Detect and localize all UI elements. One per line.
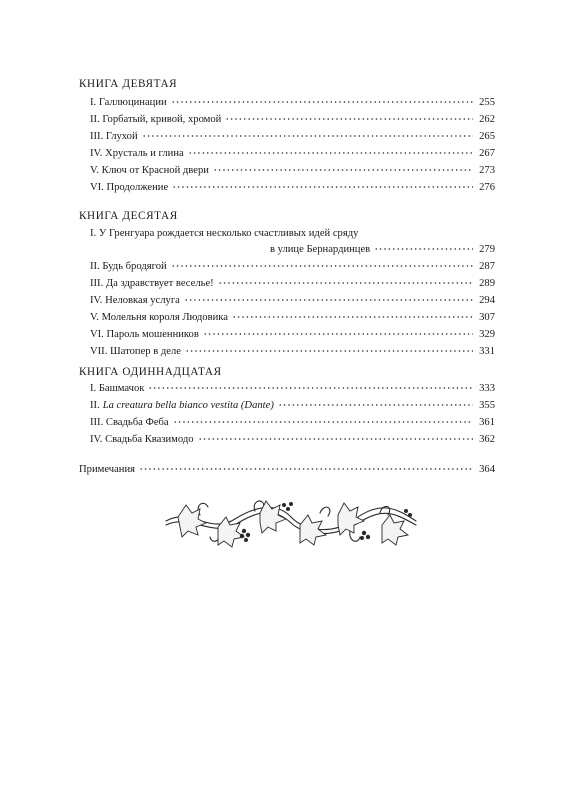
toc-entry-title: III. Свадьба Феба <box>90 417 169 428</box>
dot-leader <box>148 386 473 390</box>
toc-entry-page: 364 <box>479 464 495 475</box>
toc-entry-page: 329 <box>479 329 495 340</box>
dot-leader <box>278 403 473 407</box>
toc-entry-title-line1[interactable]: I. У Гренгуара рождается несколько счастливых идей сряду <box>90 228 359 239</box>
dot-leader <box>232 315 473 319</box>
toc-entry-page: 333 <box>479 383 495 394</box>
toc-entry-page: 355 <box>479 400 495 411</box>
toc-entry[interactable] <box>90 329 495 343</box>
toc-entry-page: 265 <box>479 131 495 142</box>
dot-leader <box>213 168 473 172</box>
toc-entry-title: III. Да здравствует веселье! <box>90 278 214 289</box>
dot-leader <box>218 281 473 285</box>
toc-entry[interactable] <box>90 182 495 196</box>
toc-entry-page: 289 <box>479 278 495 289</box>
toc-entry-title: IV. Хрусталь и глина <box>90 148 184 159</box>
toc-entry[interactable] <box>90 131 495 145</box>
toc-entry-title: V. Ключ от Красной двери <box>90 165 209 176</box>
toc-entry-page: 307 <box>479 312 495 323</box>
grapevine-ornament-icon <box>160 487 422 553</box>
dot-leader <box>171 100 473 104</box>
toc-entry[interactable] <box>90 417 495 431</box>
toc-entry[interactable] <box>270 244 495 258</box>
toc-entry-title-line2: в улице Бернардинцев <box>270 244 371 255</box>
toc-entry[interactable] <box>90 261 495 275</box>
toc-entry[interactable] <box>90 114 495 128</box>
toc-entry-numeral: II. <box>90 400 100 411</box>
toc-entry[interactable] <box>90 400 495 414</box>
dot-leader <box>374 247 473 251</box>
dot-leader <box>171 264 473 268</box>
toc-entry-title: I. Башмачок <box>90 383 145 394</box>
toc-entry-title: Примечания <box>79 464 135 475</box>
dot-leader <box>203 332 473 336</box>
toc-entry-title: II. Будь бродягой <box>90 261 167 272</box>
toc-entry-page: 361 <box>479 417 495 428</box>
toc-entry-title: IV. Свадьба Квазимодо <box>90 434 194 445</box>
book-eleven-heading: КНИГА ОДИННАДЦАТАЯ <box>79 366 222 378</box>
book-nine-heading: КНИГА ДЕВЯТАЯ <box>79 78 178 90</box>
toc-entry-page: 362 <box>479 434 495 445</box>
toc-entry-page: 267 <box>479 148 495 159</box>
dot-leader <box>173 420 473 424</box>
toc-entry[interactable] <box>90 165 495 179</box>
dot-leader <box>139 467 473 471</box>
toc-entry-notes[interactable] <box>79 464 495 478</box>
dot-leader <box>172 185 473 189</box>
dot-leader <box>188 151 473 155</box>
toc-entry[interactable] <box>90 97 495 111</box>
dot-leader <box>142 134 473 138</box>
toc-entry[interactable] <box>90 434 495 448</box>
dot-leader <box>184 298 473 302</box>
toc-entry[interactable] <box>90 278 495 292</box>
dot-leader <box>198 437 473 441</box>
toc-entry-page: 262 <box>479 114 495 125</box>
toc-entry[interactable] <box>90 383 495 397</box>
toc-entry[interactable] <box>90 312 495 326</box>
toc-entry[interactable] <box>90 295 495 309</box>
book-ten-heading: КНИГА ДЕСЯТАЯ <box>79 210 178 222</box>
toc-entry-title: VII. Шатопер в деле <box>90 346 181 357</box>
toc-entry-page: 331 <box>479 346 495 357</box>
toc-entry-title: IV. Неловкая услуга <box>90 295 180 306</box>
toc-entry-title: VI. Пароль мошенников <box>90 329 199 340</box>
toc-entry-title: VI. Продолжение <box>90 182 169 193</box>
toc-entry-title: V. Молельня короля Людовика <box>90 312 228 323</box>
toc-entry-page: 255 <box>479 97 495 108</box>
toc-entry-title: I. Галлюцинации <box>90 97 167 108</box>
toc-entry-page: 273 <box>479 165 495 176</box>
toc-entry-title-italic: La creatura bella bianco vestita (Dante) <box>102 400 274 411</box>
toc-entry-page: 294 <box>479 295 495 306</box>
toc-entry[interactable] <box>90 148 495 162</box>
toc-entry-page: 287 <box>479 261 495 272</box>
toc-entry-page: 276 <box>479 182 495 193</box>
dot-leader <box>225 117 473 121</box>
toc-entry[interactable] <box>90 346 495 360</box>
toc-entry-title: II. Горбатый, кривой, хромой <box>90 114 222 125</box>
toc-entry-title: III. Глухой <box>90 131 138 142</box>
dot-leader <box>185 349 473 353</box>
toc-entry-page: 279 <box>479 244 495 255</box>
